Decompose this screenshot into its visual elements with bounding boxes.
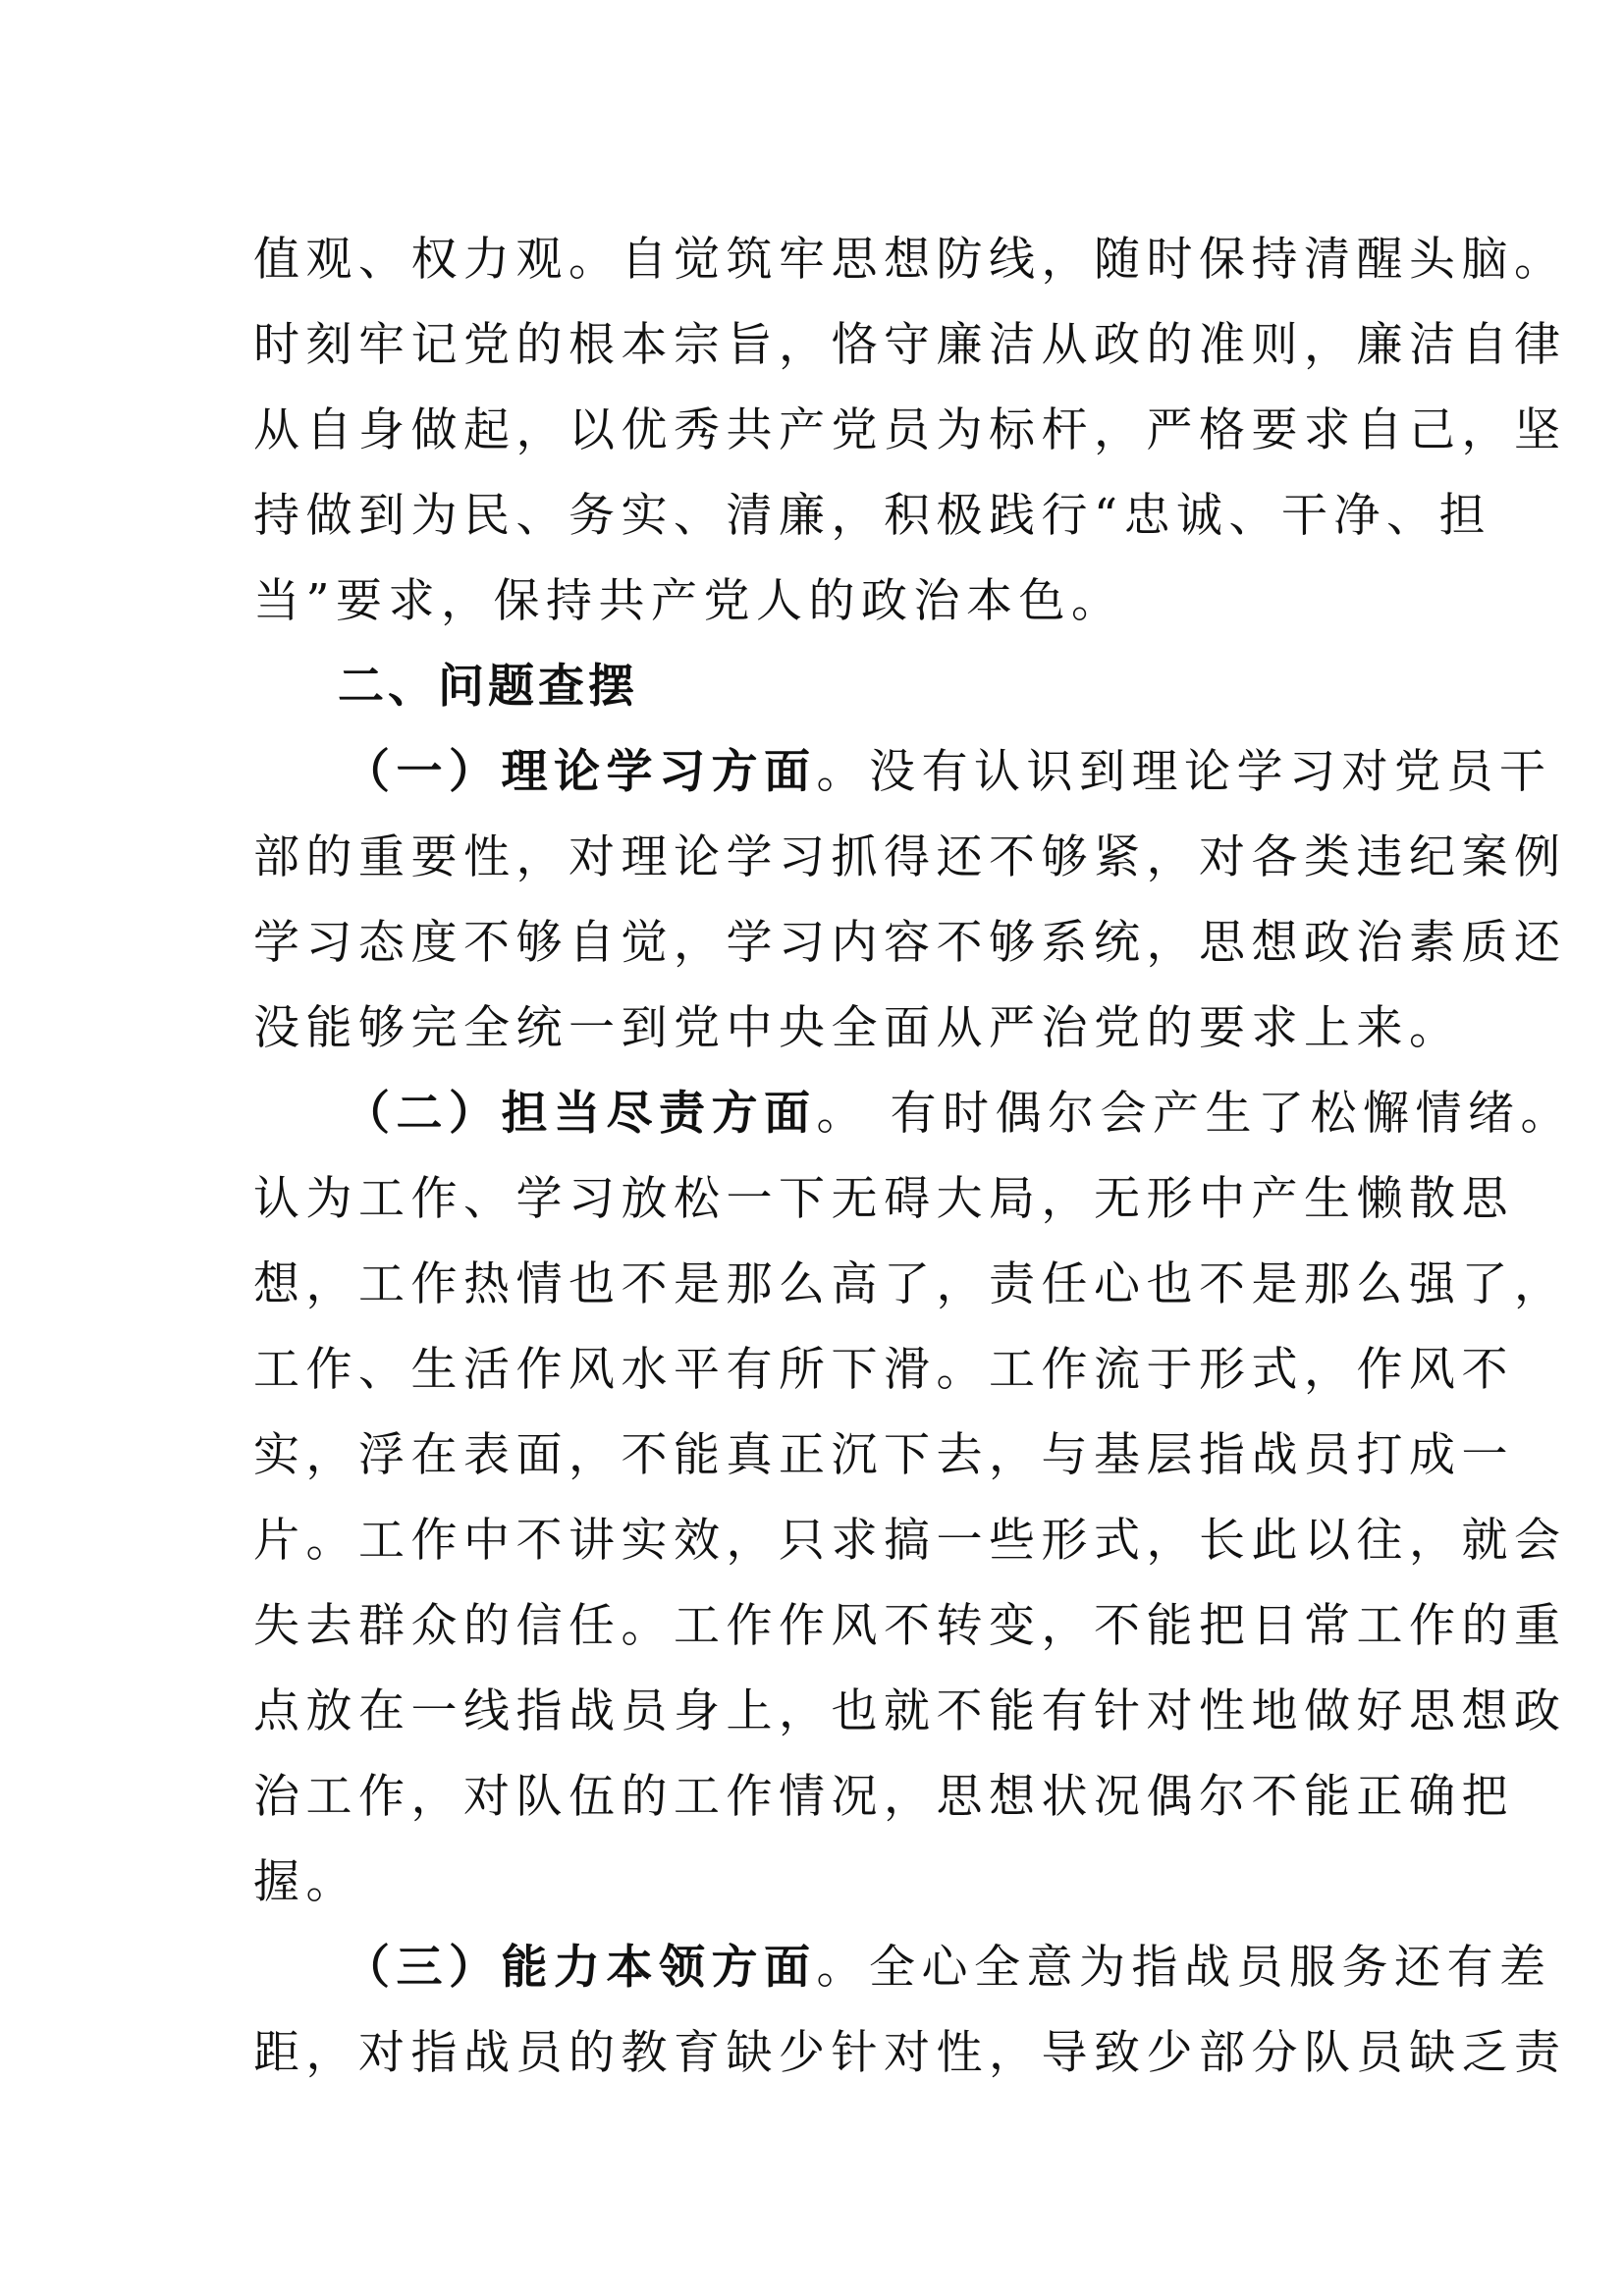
body-line: 失去群众的信任。工作作风不转变，不能把日常工作的重 <box>253 1599 1567 1653</box>
body-line: 治工作，对队伍的工作情况，思想状况偶尔不能正确把 <box>253 1770 1514 1824</box>
body-line: 时刻牢记党的根本宗旨，恪守廉洁从政的准则，廉洁自律 <box>253 318 1567 372</box>
part2-lead-text: 。 有时偶尔会产生了松懈情绪。 <box>816 1087 1573 1141</box>
part2-lead-line <box>344 1085 1573 1144</box>
body-line: 片。工作中不讲实效，只求搞一些形式，长此以往，就会 <box>253 1514 1567 1568</box>
body-line: 认为工作、学习放松一下无碍大局，无形中产生懒散思 <box>253 1172 1514 1226</box>
body-line: 点放在一线指战员身上，也就不能有针对性地做好思想政 <box>253 1684 1567 1738</box>
part1-heading: （一）理论学习方面 <box>344 745 817 799</box>
part1-lead-text: 。没有认识到理论学习对党员干 <box>816 745 1552 799</box>
body-line: 距，对指战员的教育缺少针对性，导致少部分队员缺乏责 <box>253 2026 1567 2080</box>
body-line: 没能够完全统一到党中央全面从严治党的要求上来。 <box>253 1001 1462 1055</box>
part2-heading: （二）担当尽责方面 <box>344 1087 817 1141</box>
body-line: 从自身做起，以优秀共产党员为标杆，严格要求自己，坚 <box>253 403 1567 457</box>
body-line: 工作、生活作风水平有所下滑。工作流于形式，作风不 <box>253 1343 1514 1397</box>
body-line: 想，工作热情也不是那么高了，责任心也不是那么强了， <box>253 1257 1567 1311</box>
body-line: 值观、权力观。自觉筑牢思想防线，随时保持清醒头脑。 <box>253 233 1567 287</box>
section-heading: 二、问题查摆 <box>338 660 638 714</box>
part3-lead-text: 。全心全意为指战员服务还有差 <box>816 1941 1552 1995</box>
body-line: 部的重要性，对理论学习抓得还不够紧，对各类违纪案例 <box>253 830 1567 884</box>
body-line: 持做到为民、务实、清廉，积极践行“忠诚、干净、担 <box>253 489 1492 543</box>
body-line: 握。 <box>253 1855 358 1909</box>
part3-lead-line <box>344 1939 1552 1998</box>
body-line: 学习态度不够自觉，学习内容不够系统，思想政治素质还 <box>253 916 1567 970</box>
part1-lead-line <box>344 743 1552 802</box>
body-line: 实，浮在表面，不能真正沉下去，与基层指战员打成一 <box>253 1428 1514 1482</box>
body-line: 当”要求，保持共产党人的政治本色。 <box>253 574 1124 628</box>
part3-heading: （三）能力本领方面 <box>344 1941 817 1995</box>
